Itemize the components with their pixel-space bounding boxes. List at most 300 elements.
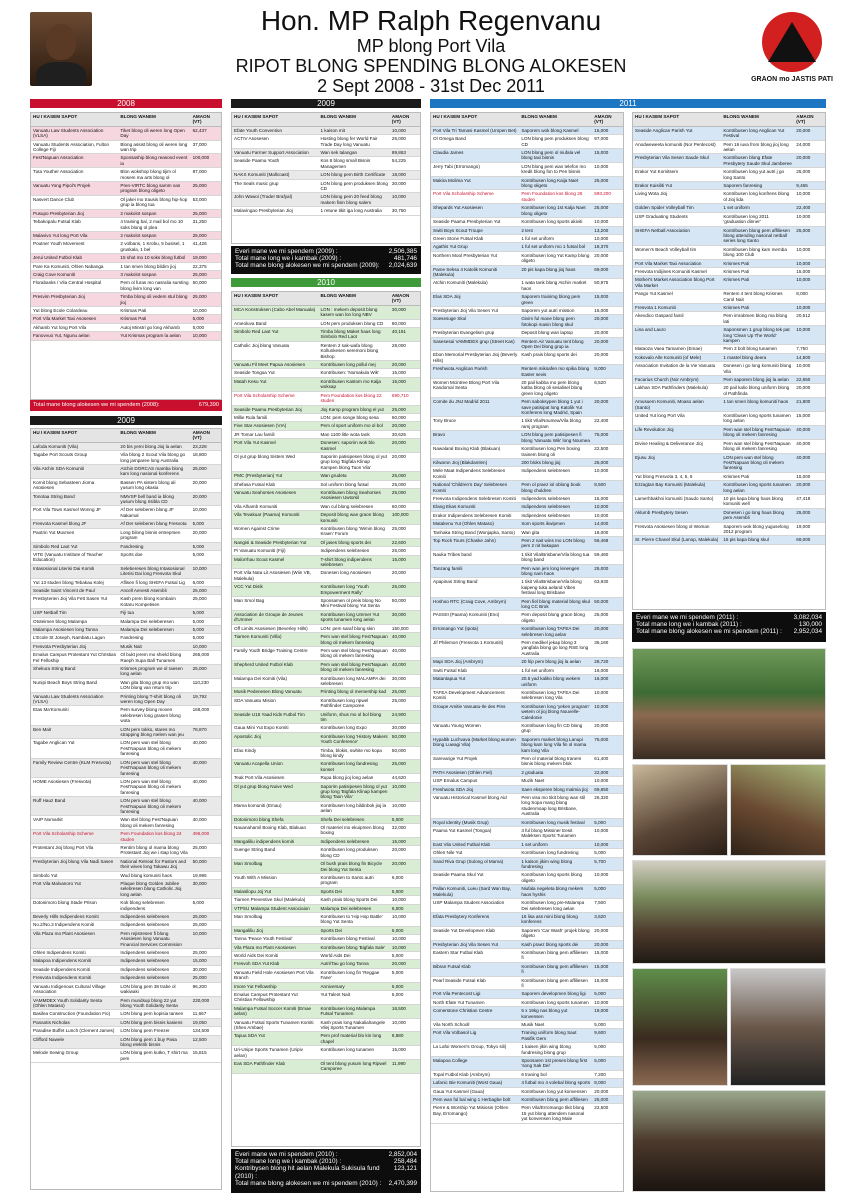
purpose-cell: Kontribusen long sports tunamen xyxy=(521,999,589,1005)
purpose-cell: 1 kaison mit xyxy=(320,127,345,133)
recipient-cell: Efate Youth Convention xyxy=(234,127,283,133)
table-row xyxy=(431,204,623,218)
recipient-cell: Lamerhbakhni komuniti (Saudo Santo) xyxy=(635,495,714,501)
purpose-cell: LON blong pem produksen blong CD xyxy=(320,180,388,192)
purpose-cell: Kontribusen long produksen blong CD xyxy=(320,847,378,858)
purpose-cell: 1 tan smen blong komuniti haos xyxy=(723,399,789,405)
amount-cell: 50,000 xyxy=(192,858,207,864)
recipient-cell: Lina and Lauro xyxy=(635,327,666,333)
table-row xyxy=(232,369,420,377)
recipient-cell: Jerry Tabi (Erromango) xyxy=(433,163,480,169)
table-row xyxy=(232,625,420,633)
recipient-cell: Port Vila Market Taxi Asosesen xyxy=(33,316,97,322)
table-row xyxy=(431,266,623,280)
purpose-cell: Indipendens selebresen xyxy=(120,950,170,956)
table-row xyxy=(232,1005,420,1019)
report-title: RIPOT BLONG SPENDING BLONG ALOKESEN xyxy=(235,56,627,76)
table-row xyxy=(31,587,221,595)
purpose-cell: Saporem wok blong yuguselong 2012 program xyxy=(723,523,789,534)
purpose-cell: Rentem 4 tent blong Krismes Carol Nait xyxy=(723,291,783,302)
purpose-cell: Indipendens selebresen xyxy=(521,468,571,474)
table-row xyxy=(232,489,420,503)
recipient-cell: USP Emalus Campus xyxy=(433,778,478,784)
amount-cell: 7,500 xyxy=(594,900,606,906)
table-row xyxy=(232,453,420,472)
purpose-cell: 3 makolot sospan xyxy=(120,271,157,277)
amount-cell: 20,000 xyxy=(594,252,609,258)
total-2010-returned-value: 258,484 xyxy=(393,1158,417,1166)
amount-cell: 40,000 xyxy=(192,740,207,746)
purpose-cell: LON blong pem 38 trabe ol wakiwaki xyxy=(120,983,176,995)
recipient-cell: PASSIII (Paama) Komuniti (Eno) xyxy=(433,612,500,618)
purpose-cell: Kontribusen blong pem affiliesen xyxy=(521,1097,588,1103)
recipient-cell: Man Smolbag xyxy=(234,913,263,919)
table-row xyxy=(431,819,623,827)
recipient-cell: Topal Futbol Klab (Ambrym) xyxy=(433,1071,490,1077)
table-row xyxy=(431,459,623,467)
recipient-cell: Port Vila Pentecost Ligi xyxy=(433,991,481,997)
amount-cell: 7,750 xyxy=(796,346,808,352)
purpose-cell: Donesen long Asosiesen xyxy=(320,570,372,576)
table-row xyxy=(31,997,221,1011)
purpose-cell: Kontribusen blong pem affiliesen fi xyxy=(521,963,588,975)
recipient-cell: Simbolo Red Laot Yut xyxy=(234,329,279,335)
recipient-cell: VITE (Vanuatu Institute of Teacher Education) xyxy=(33,551,103,563)
purpose-cell: Saporem wok blong Kasmel xyxy=(521,127,579,133)
recipient-cell: Pi Vanuatu Komuniti (Fiji) xyxy=(234,548,286,554)
purpose-cell: Fiji tua xyxy=(120,610,134,616)
section-header-2009b: 2009 xyxy=(30,416,222,425)
recipient-cell: Green Stone Futsal Klab xyxy=(433,235,484,241)
purpose-cell: 20 bis yemi blong Jioj la aelan xyxy=(120,443,182,449)
recipient-cell: Clifford Nawele xyxy=(33,1036,65,1042)
table-row xyxy=(232,539,420,547)
table-row xyxy=(31,618,221,626)
amount-cell: 5,000 xyxy=(391,992,404,997)
recipient-cell: Five Star Asosiesen (VIA) xyxy=(234,423,287,429)
amount-cell: 25,000 xyxy=(192,950,207,956)
amount-cell: 10,000 xyxy=(391,913,406,919)
amount-cell: 25,000 xyxy=(796,169,811,175)
photo-ceremony-right xyxy=(730,764,826,856)
recipient-cell: Shefasa Futsal Klab xyxy=(234,481,276,487)
purpose-cell: Hosting blong fer World Fair Trade Day long Vanuatu xyxy=(320,136,378,147)
purpose-cell: 1 retune tikit iga long Australia xyxy=(320,208,382,214)
total-2010-spent-label: Everi mane we mi spendem (2010) : xyxy=(235,1151,338,1158)
section-header-2011: 2011 xyxy=(430,99,826,108)
table-header xyxy=(31,113,221,127)
table-row xyxy=(31,1010,221,1018)
table-row xyxy=(431,927,623,941)
table-row xyxy=(31,595,221,609)
purpose-cell: 10 pis kapa blong haos blong komuniti well xyxy=(723,495,784,507)
recipient-cell: PMC (Presbyterian) Yut xyxy=(234,473,283,479)
table-row xyxy=(31,706,221,725)
purpose-cell: 2 graduata xyxy=(521,769,544,775)
purpose-cell: Saen eksperen blong malmia jioj xyxy=(521,786,588,792)
recipient-cell: Ol yut grup blong Sistem Wed xyxy=(234,453,295,459)
amount-cell: 10,000 xyxy=(594,841,609,847)
table-row xyxy=(232,472,420,480)
recipient-cell: Mama komuniti (Emau) xyxy=(234,802,282,808)
amount-cell: 20,000 xyxy=(391,861,406,867)
amount-cell: 30,000 xyxy=(391,675,406,681)
table-row xyxy=(31,609,221,617)
purpose-cell: Kontribusen long sports tunamen long aelan xyxy=(723,482,791,493)
amount-cell: 19,000 xyxy=(192,255,207,261)
purpose-cell: Wud blong komuniti haos xyxy=(120,872,172,878)
amount-cell: 22,600 xyxy=(391,539,406,545)
recipient-cell: Living Wota Jioj xyxy=(635,191,668,197)
recipient-cell: Port Vila Tri Tamasi Kasmel (Unrpen Bet) xyxy=(433,127,517,133)
amount-cell: 10,000 xyxy=(192,565,207,571)
purpose-cell: Sports doe xyxy=(120,551,143,557)
table-row xyxy=(31,218,221,232)
table-row xyxy=(431,722,623,736)
table-row xyxy=(431,1021,623,1029)
recipient-cell: SDA Vanuatu Mision xyxy=(234,697,276,703)
amount-cell: 20,000 xyxy=(391,423,406,429)
amount-cell: 15,000 xyxy=(796,268,811,274)
recipient-cell: Port Vila Nata Lit Asosiesen (Wiin VB, Malekula) xyxy=(234,570,312,581)
recipient-cell: Seaside Tongoa Yut xyxy=(234,370,275,376)
total-2011-returned-label: Total mane long we i kambak (2011) : xyxy=(636,621,742,629)
purpose-cell: Fandresing xyxy=(120,543,144,549)
purpose-cell: 1 ful set uniform xyxy=(521,667,554,673)
purpose-cell: Krismas Pati xyxy=(120,316,147,322)
purpose-cell: Kontribusen long konfrens blong ol Jioj lida xyxy=(723,191,790,202)
recipient-cell: Nauka Tribes band xyxy=(433,551,472,557)
total-2010-allocation-label: Total mane blong alokesen we mi spendem (2010) : xyxy=(235,1179,382,1187)
purpose-cell: Kok blong selebresen indipendens xyxy=(120,900,165,911)
purpose-cell: 1 kaisen jikin wing blong fundresing blong grup xyxy=(521,1044,571,1055)
purpose-cell: Kontribusen blong Seahorses Asosiesen Uwtorsil xyxy=(320,489,381,501)
total-2010-allocation-value: 2,470,399 xyxy=(388,1179,417,1187)
purpose-cell: Kontribusen long MALAMPA dei selebresen xyxy=(320,675,386,686)
amount-cell: 50,975 xyxy=(594,280,609,286)
amount-cell: 20,000 xyxy=(796,482,811,488)
purpose-cell: Rentem Air Vanuatu tent blong Open Dei blong grup ia xyxy=(521,338,584,349)
recipient-cell: Mangaliliu indipendens komiti xyxy=(234,838,295,844)
table-row xyxy=(431,243,623,251)
purpose-cell: Indipendens selebresen xyxy=(120,914,170,920)
amount-cell: 30,000 xyxy=(391,306,406,312)
recipient-cell: Freshwota SDA Jioj xyxy=(433,786,474,792)
table-2009-continued xyxy=(30,428,222,1190)
table-row xyxy=(431,578,623,597)
amount-cell: 69,000 xyxy=(594,266,609,272)
table-row xyxy=(232,431,420,439)
recipient-cell: PATH Asosiesen (Ohlen Fiel) xyxy=(433,769,493,775)
recipient-cell: Top Rock Tours (Chaske Jahn) xyxy=(433,537,496,543)
purpose-cell: Pem ol sport uniform mo ol bol xyxy=(320,423,383,429)
recipient-cell: Pearl Seaside Futsal Klab xyxy=(433,977,486,983)
recipient-cell: Family Review Centre (KLM Fresvota) xyxy=(33,759,111,765)
purpose-cell: Ol tent blong yusum long Ripwel Camporee xyxy=(320,1061,387,1072)
recipient-cell: Nauanahamil Boxing Klab, Blakuan xyxy=(234,825,307,831)
purpose-cell: Pem wan stel blong Fest'Napuan blong oli mekem fanresing xyxy=(320,647,388,659)
amount-cell: 25,000 xyxy=(594,205,609,211)
purpose-cell: 4 training bal, 2 mail bol mo 10 soks blong ol plea xyxy=(120,219,183,230)
table-row xyxy=(31,643,221,651)
purpose-cell: Aflisen fi long SHEFA Futsal Lig xyxy=(120,579,185,585)
table-row xyxy=(232,547,420,555)
purpose-cell: Saporem developmen blong ligi xyxy=(521,991,586,997)
recipient-cell: Akevdico Gaspard famil xyxy=(635,313,684,319)
recipient-cell: Imore Yut Fellowship xyxy=(234,983,277,989)
table-row xyxy=(431,963,623,977)
purpose-cell: 1 kaison jikim wing blong fundresing xyxy=(521,858,573,870)
recipient-cell: Elas SDA Jioj xyxy=(433,294,461,300)
amount-cell: 5,000 xyxy=(192,316,205,322)
table-row xyxy=(232,193,420,207)
amount-cell: 22,400 xyxy=(796,205,811,211)
table-row xyxy=(633,354,825,362)
purpose-cell: Kontribusen long sports akiviti xyxy=(521,219,583,225)
purpose-cell: Rentem 2 sak-wafa blong Kollunkesen seremoni blong Bishop xyxy=(320,342,379,359)
recipient-cell: Tagabe Port Scouts Group xyxy=(33,452,88,458)
recipient-cell: Apostolic Jioj xyxy=(234,733,261,739)
table-row xyxy=(232,802,420,816)
recipient-cell: Golden Spider Volleyball Tim xyxy=(635,205,694,211)
amount-cell: 15,000 xyxy=(391,370,406,376)
purpose-cell: Bassen PA sistem blong ali yusum long okasia xyxy=(120,479,176,491)
recipient-cell: Freshwota Anglican Parish xyxy=(433,366,488,372)
table-row xyxy=(431,520,623,528)
amount-cell: 15,000 xyxy=(391,1047,406,1053)
recipient-cell: Efata Presbytery Konferens xyxy=(433,913,490,919)
amount-cell: 10,000 xyxy=(391,802,406,808)
table-row xyxy=(431,398,623,417)
recipient-cell: Malampa Futsal Soccer Komiti (Emae aelan) xyxy=(234,1005,312,1017)
purpose-cell: Yut Krismas program la aelan xyxy=(120,333,181,339)
table-row xyxy=(31,315,221,323)
amount-cell: 59,460 xyxy=(594,551,609,557)
table-row xyxy=(232,888,420,896)
purpose-cell: Givim ful mane blong pem fotokopi masin blong skul xyxy=(521,316,575,327)
recipient-cell: Gaua Yut Kasmel (Gaua) xyxy=(433,1088,485,1094)
amount-cell: 5,000 xyxy=(391,888,404,894)
total-2009-spent-value: 2,506,385 xyxy=(388,248,417,255)
totals-2010 xyxy=(231,1149,421,1193)
purpose-cell: Pem wan stel blong Fest'Napuan blong oli mekem fanresing xyxy=(723,426,791,438)
amount-cell: 25,000 xyxy=(796,509,811,515)
purpose-cell: Kontribusen long Yut Kamp blong oligeto xyxy=(521,252,590,264)
amount-cell: 30,750 xyxy=(391,208,406,214)
amount-cell: 10,000 xyxy=(391,783,406,789)
recipient-cell: Matakenu Yut (Ohlen Mataso) xyxy=(433,521,494,527)
table-row xyxy=(431,467,623,481)
amount-cell: 25,000 xyxy=(192,271,207,277)
recipient-cell: National 'Children's Day' Selebresen Komiti xyxy=(433,482,508,493)
purpose-cell: Saporem trainimg blong pem green xyxy=(521,294,581,305)
table-row xyxy=(31,465,221,479)
recipient-cell: Shekura String Band xyxy=(33,666,76,671)
table-row xyxy=(232,774,420,782)
purpose-cell: Ol materiel mo ekuipmen blong boxing xyxy=(320,825,385,836)
table-row xyxy=(232,320,420,328)
table-row xyxy=(232,406,420,414)
purpose-cell: Long bilong bisnis entreprsen program xyxy=(120,529,181,541)
recipient-cell: Port Vila Malvanoro Yut xyxy=(33,881,81,886)
amount-cell: 6,000 xyxy=(192,579,205,585)
amount-cell: 11,667 xyxy=(192,1011,207,1017)
purpose-cell: 15 pis kapa blong skul xyxy=(723,537,769,543)
purpose-cell: LON: pem saraf blong skin xyxy=(320,625,375,631)
purpose-cell: Krismes Pati xyxy=(723,260,750,266)
table-row xyxy=(31,739,221,758)
table-row xyxy=(31,1036,221,1050)
recipient-cell: Efao Kindy xyxy=(234,747,257,753)
purpose-cell: Kontribusen to Santo autri program xyxy=(320,874,374,886)
table-row xyxy=(31,196,221,210)
purpose-cell: Donesen i go long haus blong pem Asembli xyxy=(723,509,785,521)
purpose-cell: Kontribusen long Anglican Yut Festival xyxy=(723,127,785,139)
recipient-cell: Apapinas String Band xyxy=(433,579,478,585)
table-row xyxy=(431,689,623,703)
purpose-cell: Kontribusen long Kaija Naet blong oligeto xyxy=(521,177,579,189)
table-row xyxy=(232,414,420,422)
recipient-cell: Sasesesai VAMMDEX grup (Street Kas) xyxy=(433,338,515,344)
purpose-cell: Indipendens selebresen xyxy=(521,504,571,510)
purpose-cell: Timba blong oli vedem stul blong jioj xyxy=(120,294,188,305)
recipient-cell: Erromango Yut (Ipota) xyxy=(433,626,479,632)
table-row xyxy=(431,885,623,899)
purpose-cell: Pem 2 nait wins mo LON blong pem 2 nit bakapan xyxy=(521,537,585,549)
table-row xyxy=(232,1046,420,1060)
table-row xyxy=(31,1027,221,1035)
recipient-cell: Tiarnen Komuniti (Villa) xyxy=(234,634,282,640)
amount-cell: 30,000 xyxy=(391,611,406,617)
amount-cell: 20,000 xyxy=(594,352,609,358)
table-row xyxy=(431,445,623,459)
recipient-cell: Malampa Dei Komiti (Vila) xyxy=(234,675,288,681)
recipient-cell: Seaside U15 Yaad Kids Futbol Tim xyxy=(234,711,305,717)
amount-cell: 110,230 xyxy=(192,679,209,685)
recipient-cell: Vanuatu Seahorses Asosiesen xyxy=(234,489,297,495)
amount-cell: 25,000 xyxy=(192,183,207,189)
amount-cell: 5,000 xyxy=(391,927,404,933)
table-row xyxy=(633,376,825,384)
recipient-cell: Northern Mool Presbyterian Yut xyxy=(433,252,498,258)
total-2011-spent-value: 3,082,034 xyxy=(793,614,822,621)
recipient-cell: Malapoa College xyxy=(433,1058,468,1064)
total-2009-returned-value: 481,746 xyxy=(393,255,417,263)
purpose-cell: Autri/Tau go long Tanna xyxy=(320,961,369,967)
recipient-cell: Family Youth Bridge Training Centre xyxy=(234,647,308,653)
table-row xyxy=(633,227,825,246)
table-row xyxy=(232,306,420,320)
amount-cell: 10,000 xyxy=(796,213,811,219)
amount-cell: 5,000 xyxy=(391,969,404,975)
table-row xyxy=(431,417,623,431)
amount-cell: 25,000 xyxy=(594,612,609,618)
amount-cell: 25,000 xyxy=(796,227,811,233)
table-row xyxy=(31,872,221,880)
recipient-cell: Groupe Amitie Vanuatu-Ile des Pins xyxy=(433,703,506,709)
recipient-cell: Ben Malr xyxy=(33,726,52,732)
table-row xyxy=(31,913,221,921)
purpose-cell: 1 tan smen blong bildim jioj xyxy=(120,263,176,269)
table-row xyxy=(232,860,420,874)
recipient-cell: Fresvota Asosiesen blong ol Woman xyxy=(635,523,710,529)
table-row xyxy=(31,726,221,740)
table-row xyxy=(431,1071,623,1079)
table-row xyxy=(232,935,420,943)
recipient-cell: Pusupo Presbyterian Jioj xyxy=(33,210,84,216)
recipient-cell: Vanuatu Students Association, Fulton College Fiji xyxy=(33,141,110,153)
table-row xyxy=(431,163,623,177)
table-row xyxy=(232,688,420,696)
table-row xyxy=(431,351,623,365)
recipient-cell: Hoshoo RTC (Craig Cove, Ambrym) xyxy=(433,598,507,604)
amount-cell: 14,000 xyxy=(594,521,609,527)
purpose-cell: Kontribusen long 'yeken program' wetem ol jioj blong Nouvelle-Caledonie xyxy=(521,703,590,720)
purpose-cell: Kontribusen long yut autri j go long Santo xyxy=(723,169,785,180)
purpose-cell: Pem wan stel blong Fest'Napuan blong oli mekem fanresing xyxy=(320,634,388,645)
table-row xyxy=(633,426,825,440)
table-row xyxy=(633,127,825,141)
amount-cell: 50,000 xyxy=(192,280,207,286)
table-row xyxy=(431,858,623,872)
purpose-cell: Af Der seleberen blong JF Nakamal xyxy=(120,507,174,518)
purpose-cell: 1 tikit Vila/Brisbane/Vila blong kaipeng tuka aeland Vibes festival long Brisbane xyxy=(521,579,582,596)
amount-cell: 14,500 xyxy=(796,354,811,360)
table-row xyxy=(31,154,221,168)
purpose-cell: Ol bukt jerem mo shield blong Raeph Supa Ball Tunamen xyxy=(120,652,182,663)
purpose-cell: Kash prais blong Sports Dei xyxy=(320,897,378,903)
recipient-cell: JR Tomar Lau famili xyxy=(234,431,275,437)
amount-cell: 10,000 xyxy=(594,689,609,695)
recipient-cell: Fresvota Indipendens Selebresen Komiti xyxy=(433,495,516,501)
purpose-cell: Shefa Dei selebresen xyxy=(320,816,365,822)
amount-cell: 150,000 xyxy=(391,625,409,631)
recipient-cell: Erakor Yut Komitsem xyxy=(635,169,679,175)
amount-cell: 10,000 xyxy=(594,778,609,784)
table-2010 xyxy=(231,291,421,1147)
recipient-cell: Man Smol Bag xyxy=(234,598,265,604)
photo-group-with-flowers xyxy=(632,968,728,1086)
total-2010-spent-value: 2,852,004 xyxy=(388,1151,417,1158)
recipient-cell: Ruff Hauz Band xyxy=(33,798,66,804)
amount-cell: 25,000 xyxy=(594,565,609,571)
table-2009 xyxy=(231,112,421,244)
amount-cell: 15,815 xyxy=(192,1050,207,1056)
table-row xyxy=(232,661,420,675)
recipient-cell: Switi Futsal Klab xyxy=(433,667,467,673)
recipient-cell: North Efate Yut Tunamen xyxy=(433,999,485,1005)
purpose-cell: Pren-VIRTC blong samm van program blong oligeto xyxy=(120,183,181,194)
purpose-cell: LON blong pem 1 buy Pasa blong elektrik bisnis xyxy=(120,1036,177,1047)
amount-cell: 10,000 xyxy=(796,304,811,310)
amount-cell: 134,500 xyxy=(192,1028,210,1034)
purpose-cell: Timba blong Maket haus long Simbolo Red Laot xyxy=(320,329,381,340)
table-row xyxy=(31,168,221,182)
amount-cell: 10,000 xyxy=(192,307,207,313)
purpose-cell: Pem wan stel blong Fest'Napuan blong oli mekem fanresing xyxy=(723,440,791,452)
amount-cell: 22,375 xyxy=(192,263,207,269)
logo-mountain-icon xyxy=(768,22,816,62)
recipient-cell: Intasosional Literisi Dai Komiti xyxy=(33,565,95,571)
purpose-cell: Kontribusen long yut konvensen xyxy=(521,1088,587,1094)
table-row xyxy=(633,495,825,509)
recipient-cell: Eas SDA Pathfinder Klab xyxy=(234,1061,286,1067)
amount-cell: 62,437 xyxy=(192,127,207,133)
purpose-cell: 1 ful set uniform mo 1 futsal bol xyxy=(521,244,586,250)
table-row xyxy=(232,1019,420,1033)
amount-cell: 30,000 xyxy=(391,180,406,186)
table-row xyxy=(431,611,623,625)
